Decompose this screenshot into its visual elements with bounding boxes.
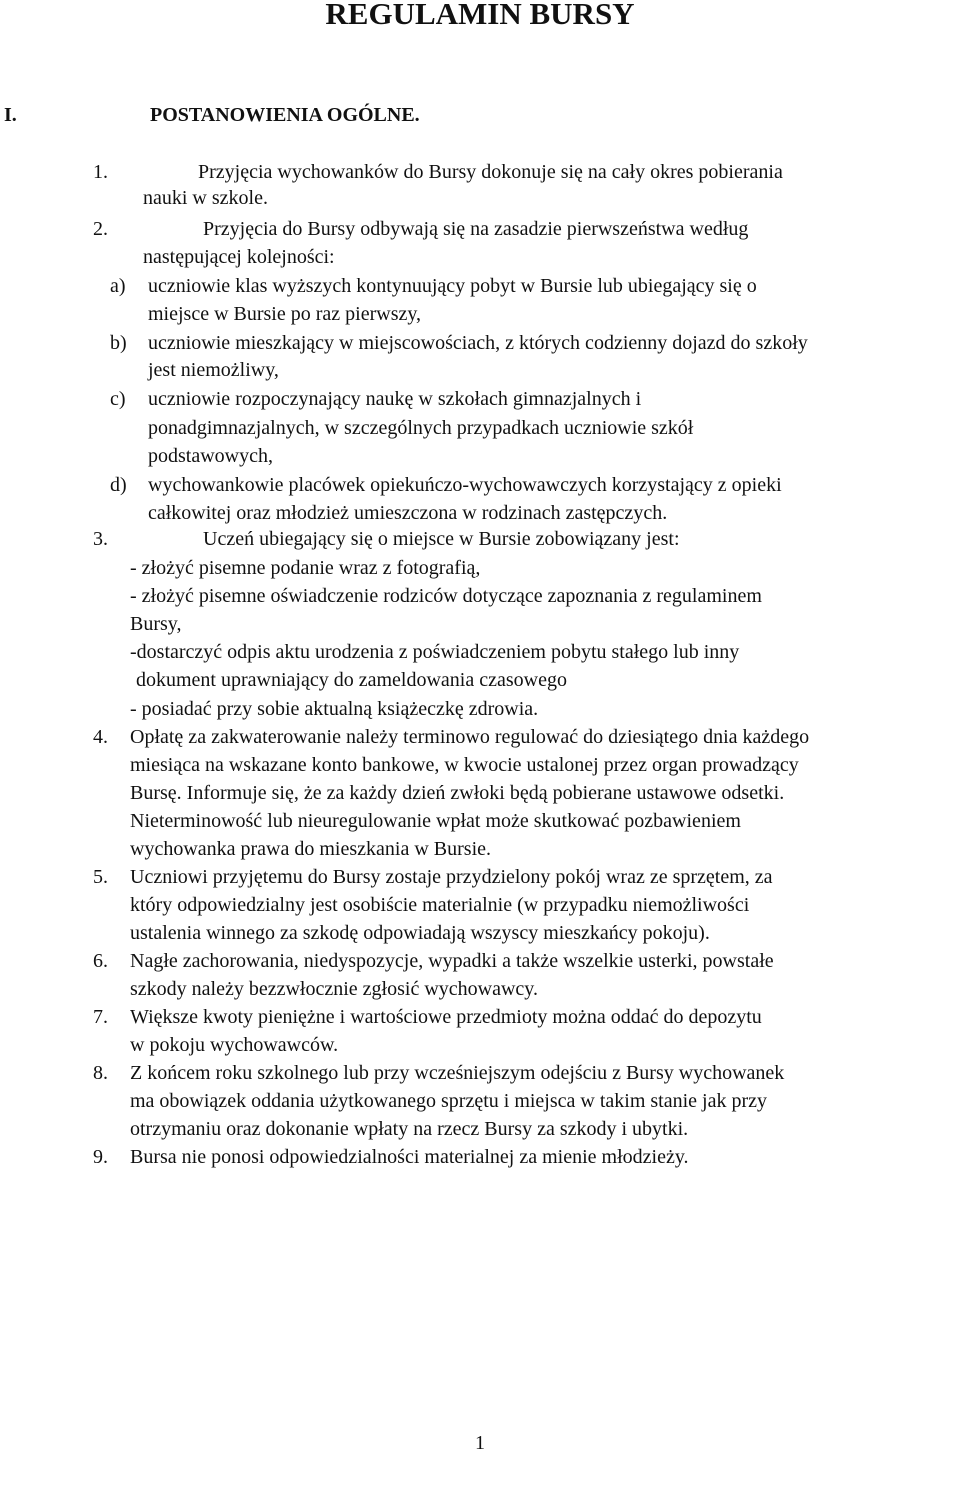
- item-text: Z końcem roku szkolnego lub przy wcześniejszym odejściu z Bursy wychowanek: [130, 1062, 785, 1084]
- item-number: 6.: [93, 950, 108, 972]
- page-number: 1: [475, 1432, 485, 1454]
- subitem-text: jest niemożliwy,: [148, 359, 279, 381]
- requirement-line: Bursy,: [130, 613, 182, 635]
- item-text: który odpowiedzialny jest osobiście materialnie (w przypadku niemożliwości: [130, 894, 750, 916]
- item-text: Przyjęcia do Bursy odbywają się na zasadzie pierwszeństwa według: [203, 218, 749, 240]
- item-number: 4.: [93, 726, 108, 748]
- item-number: 9.: [93, 1146, 108, 1168]
- item-text: Opłatę za zakwaterowanie należy terminowo regulować do dziesiątego dnia każdego: [130, 726, 810, 748]
- subitem-text: uczniowie rozpoczynający naukę w szkołach gimnazjalnych i: [148, 388, 642, 410]
- subitem-letter: c): [110, 388, 126, 410]
- subitem-text: ponadgimnazjalnych, w szczególnych przypadkach uczniowie szkół: [148, 417, 694, 439]
- item-text: Uczniowi przyjętemu do Bursy zostaje przydzielony pokój wraz ze sprzętem, za: [130, 866, 773, 888]
- item-text: otrzymaniu oraz dokonanie wpłaty na rzecz Bursy za szkody i ubytki.: [130, 1118, 689, 1140]
- item-text: Przyjęcia wychowanków do Bursy dokonuje się na cały okres pobierania: [198, 161, 783, 183]
- subitem-letter: d): [110, 474, 127, 496]
- item-number: 2.: [93, 218, 108, 240]
- item-number: 5.: [93, 866, 108, 888]
- item-text: Uczeń ubiegający się o miejsce w Bursie zobowiązany jest:: [203, 528, 680, 550]
- requirement-line: -dostarczyć odpis aktu urodzenia z poświadczeniem pobytu stałego lub inny: [130, 641, 740, 663]
- item-text: szkody należy bezzwłocznie zgłosić wychowawcy.: [130, 978, 538, 1000]
- subitem-text: uczniowie klas wyższych kontynuujący pobyt w Bursie lub ubiegający się o: [148, 275, 757, 297]
- item-number: 3.: [93, 528, 108, 550]
- item-text: ma obowiązek oddania użytkowanego sprzętu i miejsca w takim stanie jak przy: [130, 1090, 768, 1112]
- document-title: REGULAMIN BURSY: [325, 0, 635, 31]
- item-text: nauki w szkole.: [143, 187, 268, 209]
- subitem-text: całkowitej oraz młodzież umieszczona w rodzinach zastępczych.: [148, 502, 668, 524]
- item-number: 8.: [93, 1062, 108, 1084]
- subitem-text: podstawowych,: [148, 445, 273, 467]
- item-text: miesiąca na wskazane konto bankowe, w kwocie ustalonej przez organ prowadzący: [130, 754, 799, 776]
- item-number: 7.: [93, 1006, 108, 1028]
- requirement-line: - złożyć pisemne podanie wraz z fotografią,: [130, 557, 481, 579]
- subitem-text: uczniowie mieszkający w miejscowościach, z których codzienny dojazd do szkoły: [148, 332, 808, 354]
- section-title: POSTANOWIENIA OGÓLNE.: [150, 104, 420, 126]
- item-text: Bursa nie ponosi odpowiedzialności materialnej za mienie młodzieży.: [130, 1146, 689, 1168]
- item-text: wychowanka prawa do mieszkania w Bursie.: [130, 838, 491, 860]
- requirement-line: - złożyć pisemne oświadczenie rodziców dotyczące zapoznania z regulaminem: [130, 585, 762, 607]
- item-text: ustalenia winnego za szkodę odpowiadają wszyscy mieszkańcy pokoju).: [130, 922, 710, 944]
- item-text: Nagłe zachorowania, niedyspozycje, wypadki a także wszelkie usterki, powstałe: [130, 950, 774, 972]
- subitem-text: miejsce w Bursie po raz pierwszy,: [148, 303, 422, 325]
- item-text: Nieterminowość lub nieuregulowanie wpłat może skutkować pozbawieniem: [130, 810, 741, 832]
- item-text: następującej kolejności:: [143, 246, 335, 268]
- item-text: w pokoju wychowawców.: [130, 1034, 339, 1056]
- requirement-line: - posiadać przy sobie aktualną książeczkę zdrowia.: [130, 698, 539, 720]
- requirement-line: dokument uprawniający do zameldowania czasowego: [136, 669, 567, 691]
- item-number: 1.: [93, 161, 108, 183]
- subitem-letter: a): [110, 275, 126, 297]
- item-text: Bursę. Informuje się, że za każdy dzień zwłoki będą pobierane ustawowe odsetki.: [130, 782, 785, 804]
- subitem-text: wychowankowie placówek opiekuńczo-wychowawczych korzystający z opieki: [148, 474, 782, 496]
- section-number: I.: [4, 104, 17, 126]
- item-text: Większe kwoty pieniężne i wartościowe przedmioty można oddać do depozytu: [130, 1006, 762, 1028]
- subitem-letter: b): [110, 332, 127, 354]
